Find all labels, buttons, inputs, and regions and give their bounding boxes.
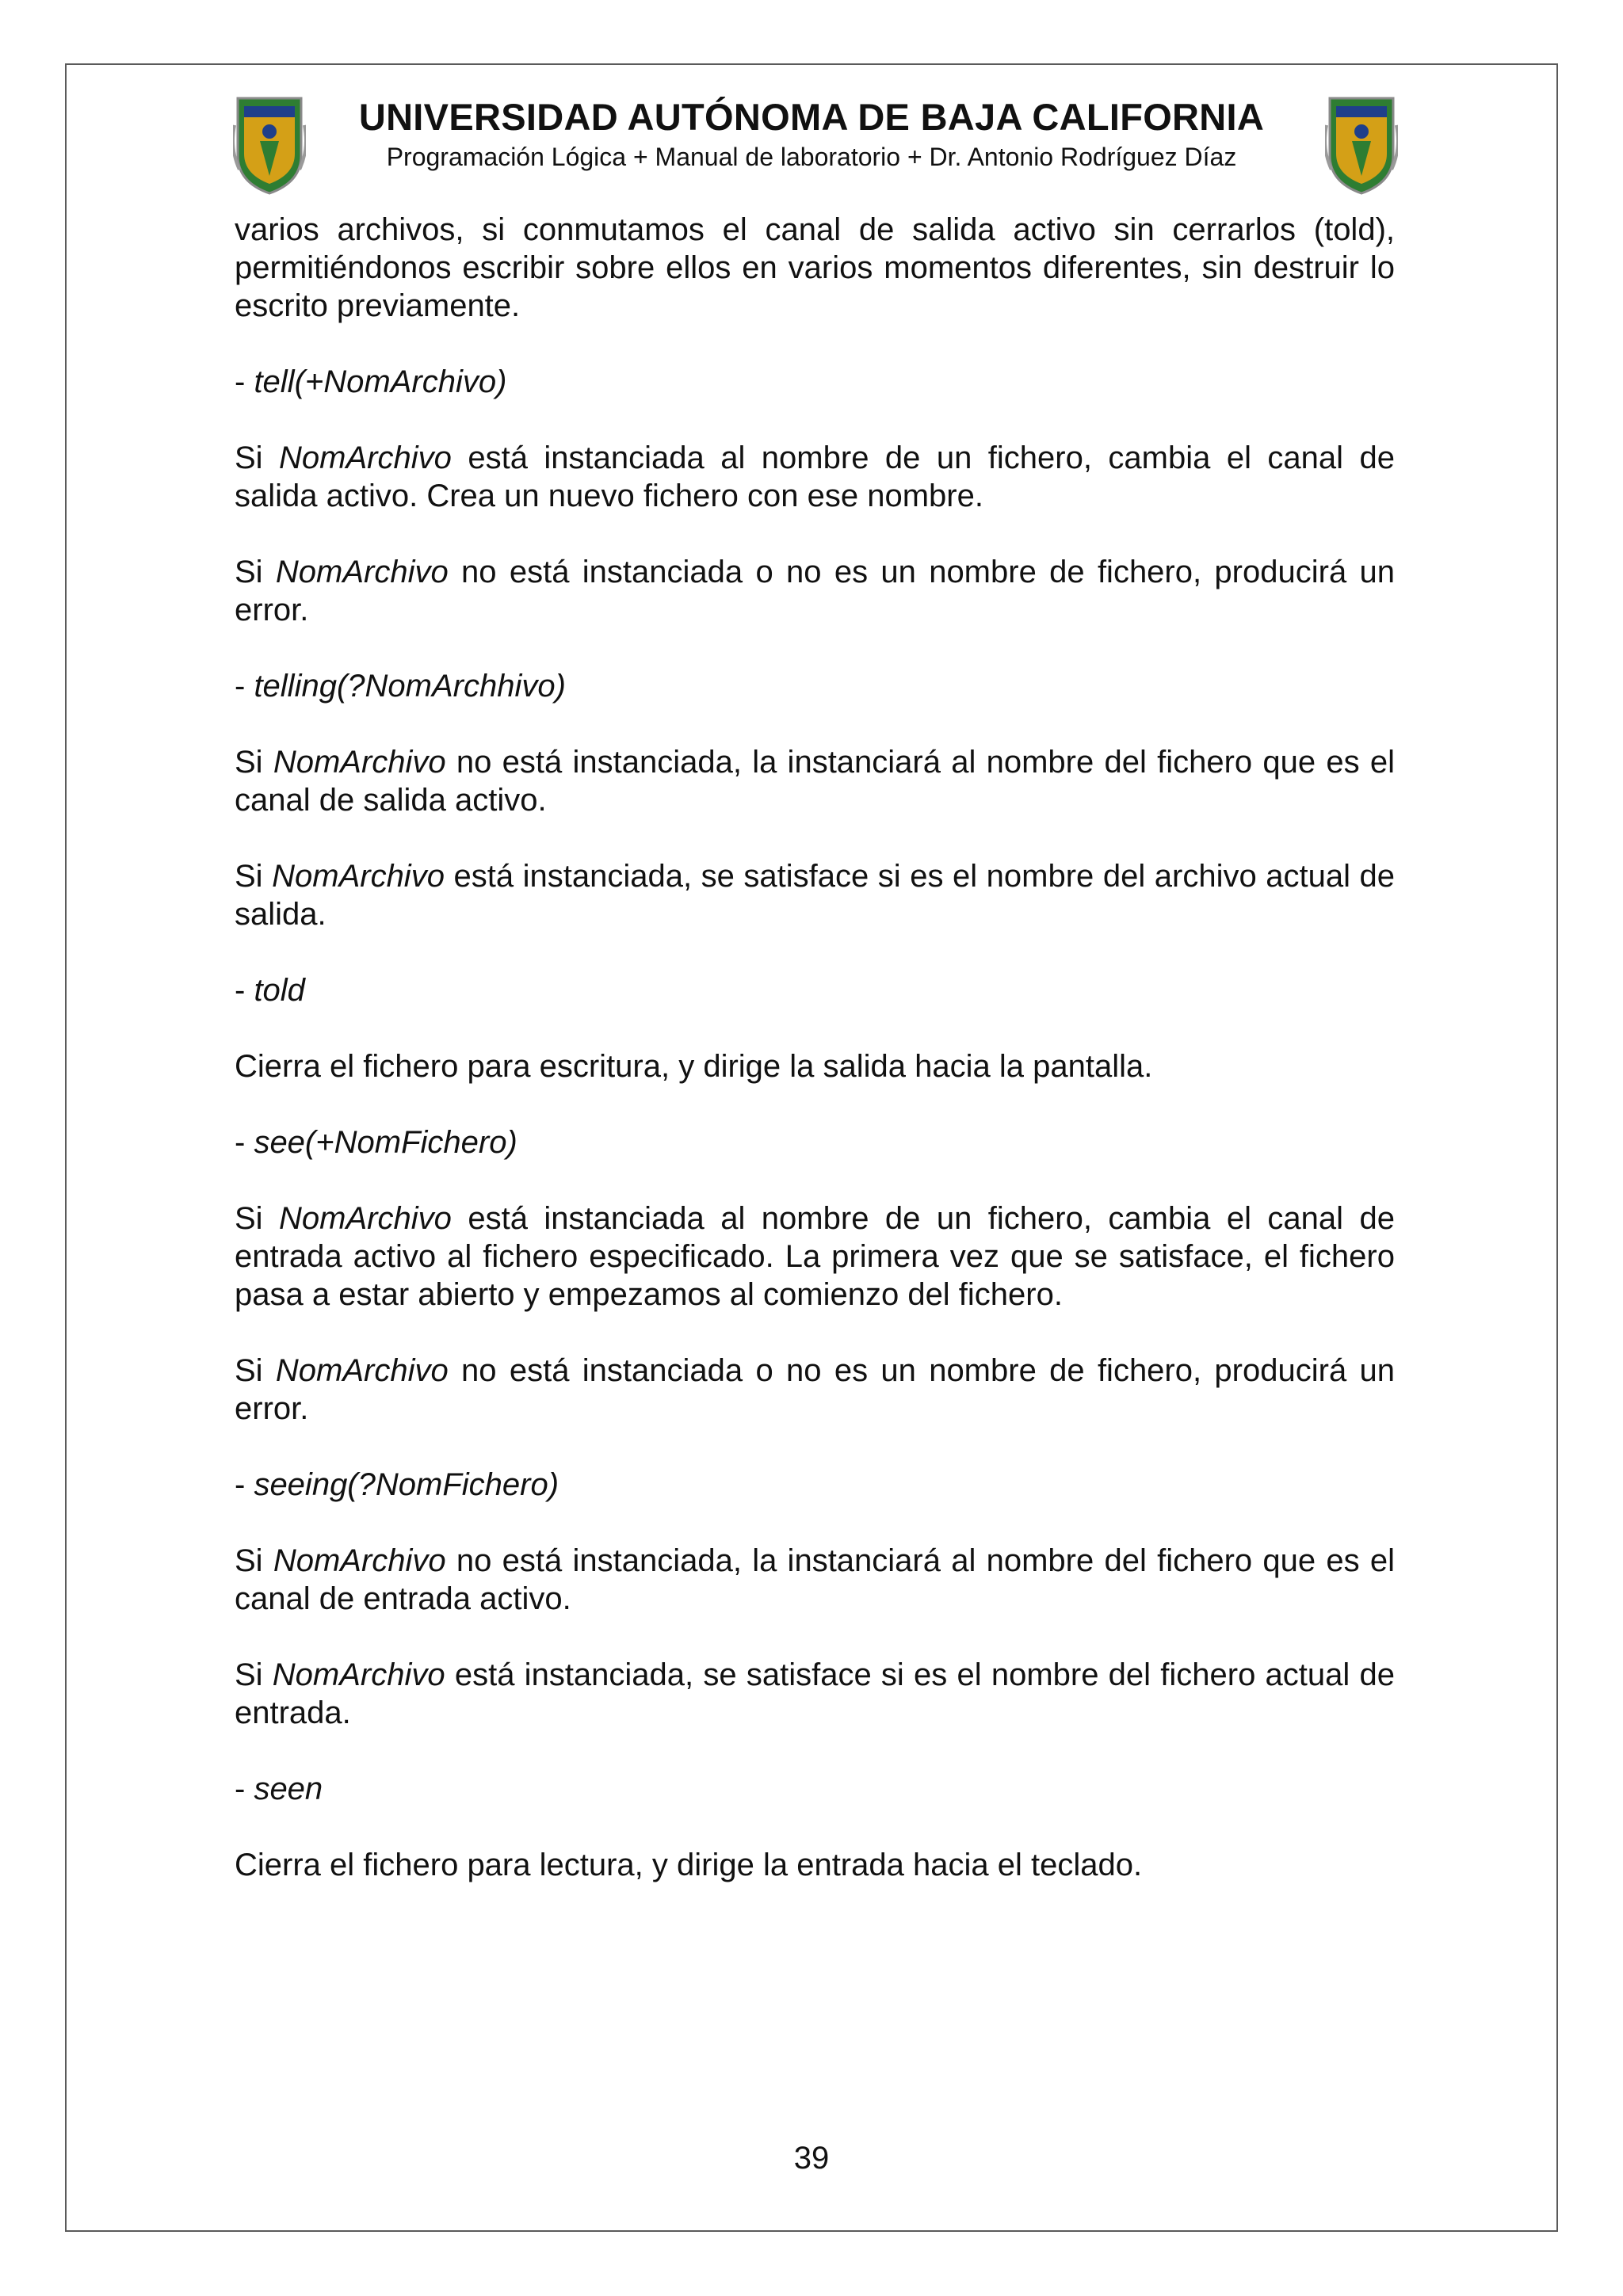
- telling-description-1: Si NomArchivo no está instanciada, la instanciará al nombre del fichero que es el canal de salida activo.: [235, 745, 1395, 818]
- heading-dash: -: [235, 1125, 254, 1160]
- told-description: Cierra el fichero para escritura, y dirige la salida hacia la pantalla.: [235, 1049, 1153, 1084]
- tell-description-2: Si NomArchivo no está instanciada o no es un nombre de fichero, producirá un error.: [235, 555, 1395, 627]
- predicate-signature: seeing(?NomFichero): [254, 1467, 559, 1502]
- heading-dash: -: [235, 1467, 254, 1502]
- see-description-2: Si NomArchivo no está instanciada o no es un nombre de fichero, producirá un error.: [235, 1353, 1395, 1426]
- predicate-heading-seen: [235, 1770, 1395, 1808]
- heading-dash: -: [235, 669, 254, 704]
- predicate-signature: tell(+NomArchivo): [254, 364, 507, 399]
- manual-subtitle: Programación Lógica + Manual de laboratorio + Dr. Antonio Rodríguez Díaz: [386, 143, 1237, 171]
- predicate-heading-telling: [235, 667, 1395, 705]
- heading-dash: -: [235, 364, 254, 399]
- predicate-signature: see(+NomFichero): [254, 1125, 517, 1160]
- university-title: UNIVERSIDAD AUTÓNOMA DE BAJA CALIFORNIA: [358, 96, 1265, 138]
- predicate-heading-see: [235, 1123, 1395, 1161]
- seen-description: Cierra el fichero para lectura, y dirige la entrada hacia el teclado.: [235, 1848, 1143, 1882]
- telling-description-2: Si NomArchivo está instanciada, se satisface si es el nombre del archivo actual de salida.: [235, 859, 1395, 932]
- page-number: 39: [793, 2141, 830, 2176]
- page-header: [67, 65, 1556, 208]
- seeing-description-2: Si NomArchivo está instanciada, se satisface si es el nombre del fichero actual de entrada.: [235, 1657, 1395, 1730]
- heading-dash: -: [235, 1772, 254, 1806]
- university-seal-icon: [1325, 93, 1398, 196]
- seeing-description-1: Si NomArchivo no está instanciada, la instanciará al nombre del fichero que es el canal de entrada activo.: [235, 1543, 1395, 1616]
- see-description-1: Si NomArchivo está instanciada al nombre de un fichero, cambia el canal de entrada activo al fichero especificado. La primera vez que se satisface, el fichero pasa a estar abierto y empezamos al comienzo del fichero.: [235, 1201, 1395, 1312]
- predicate-heading-tell: [235, 363, 1395, 401]
- predicate-heading-seeing: [235, 1466, 1395, 1504]
- document-body: [235, 211, 1395, 1884]
- tell-description-1: Si NomArchivo está instanciada al nombre de un fichero, cambia el canal de salida activo. Crea un nuevo fichero con ese nombre.: [235, 441, 1395, 513]
- predicate-signature: seen: [254, 1772, 323, 1806]
- intro-paragraph: varios archivos, si conmutamos el canal de salida activo sin cerrarlos (told), permitiéndonos escribir sobre ellos en varios momentos diferentes, sin destruir lo escrito previamente.: [235, 212, 1395, 323]
- heading-dash: -: [235, 973, 254, 1008]
- predicate-signature: telling(?NomArchhivo): [254, 669, 566, 704]
- predicate-signature: told: [254, 973, 305, 1008]
- page-frame: [65, 63, 1558, 2232]
- predicate-heading-told: [235, 971, 1395, 1009]
